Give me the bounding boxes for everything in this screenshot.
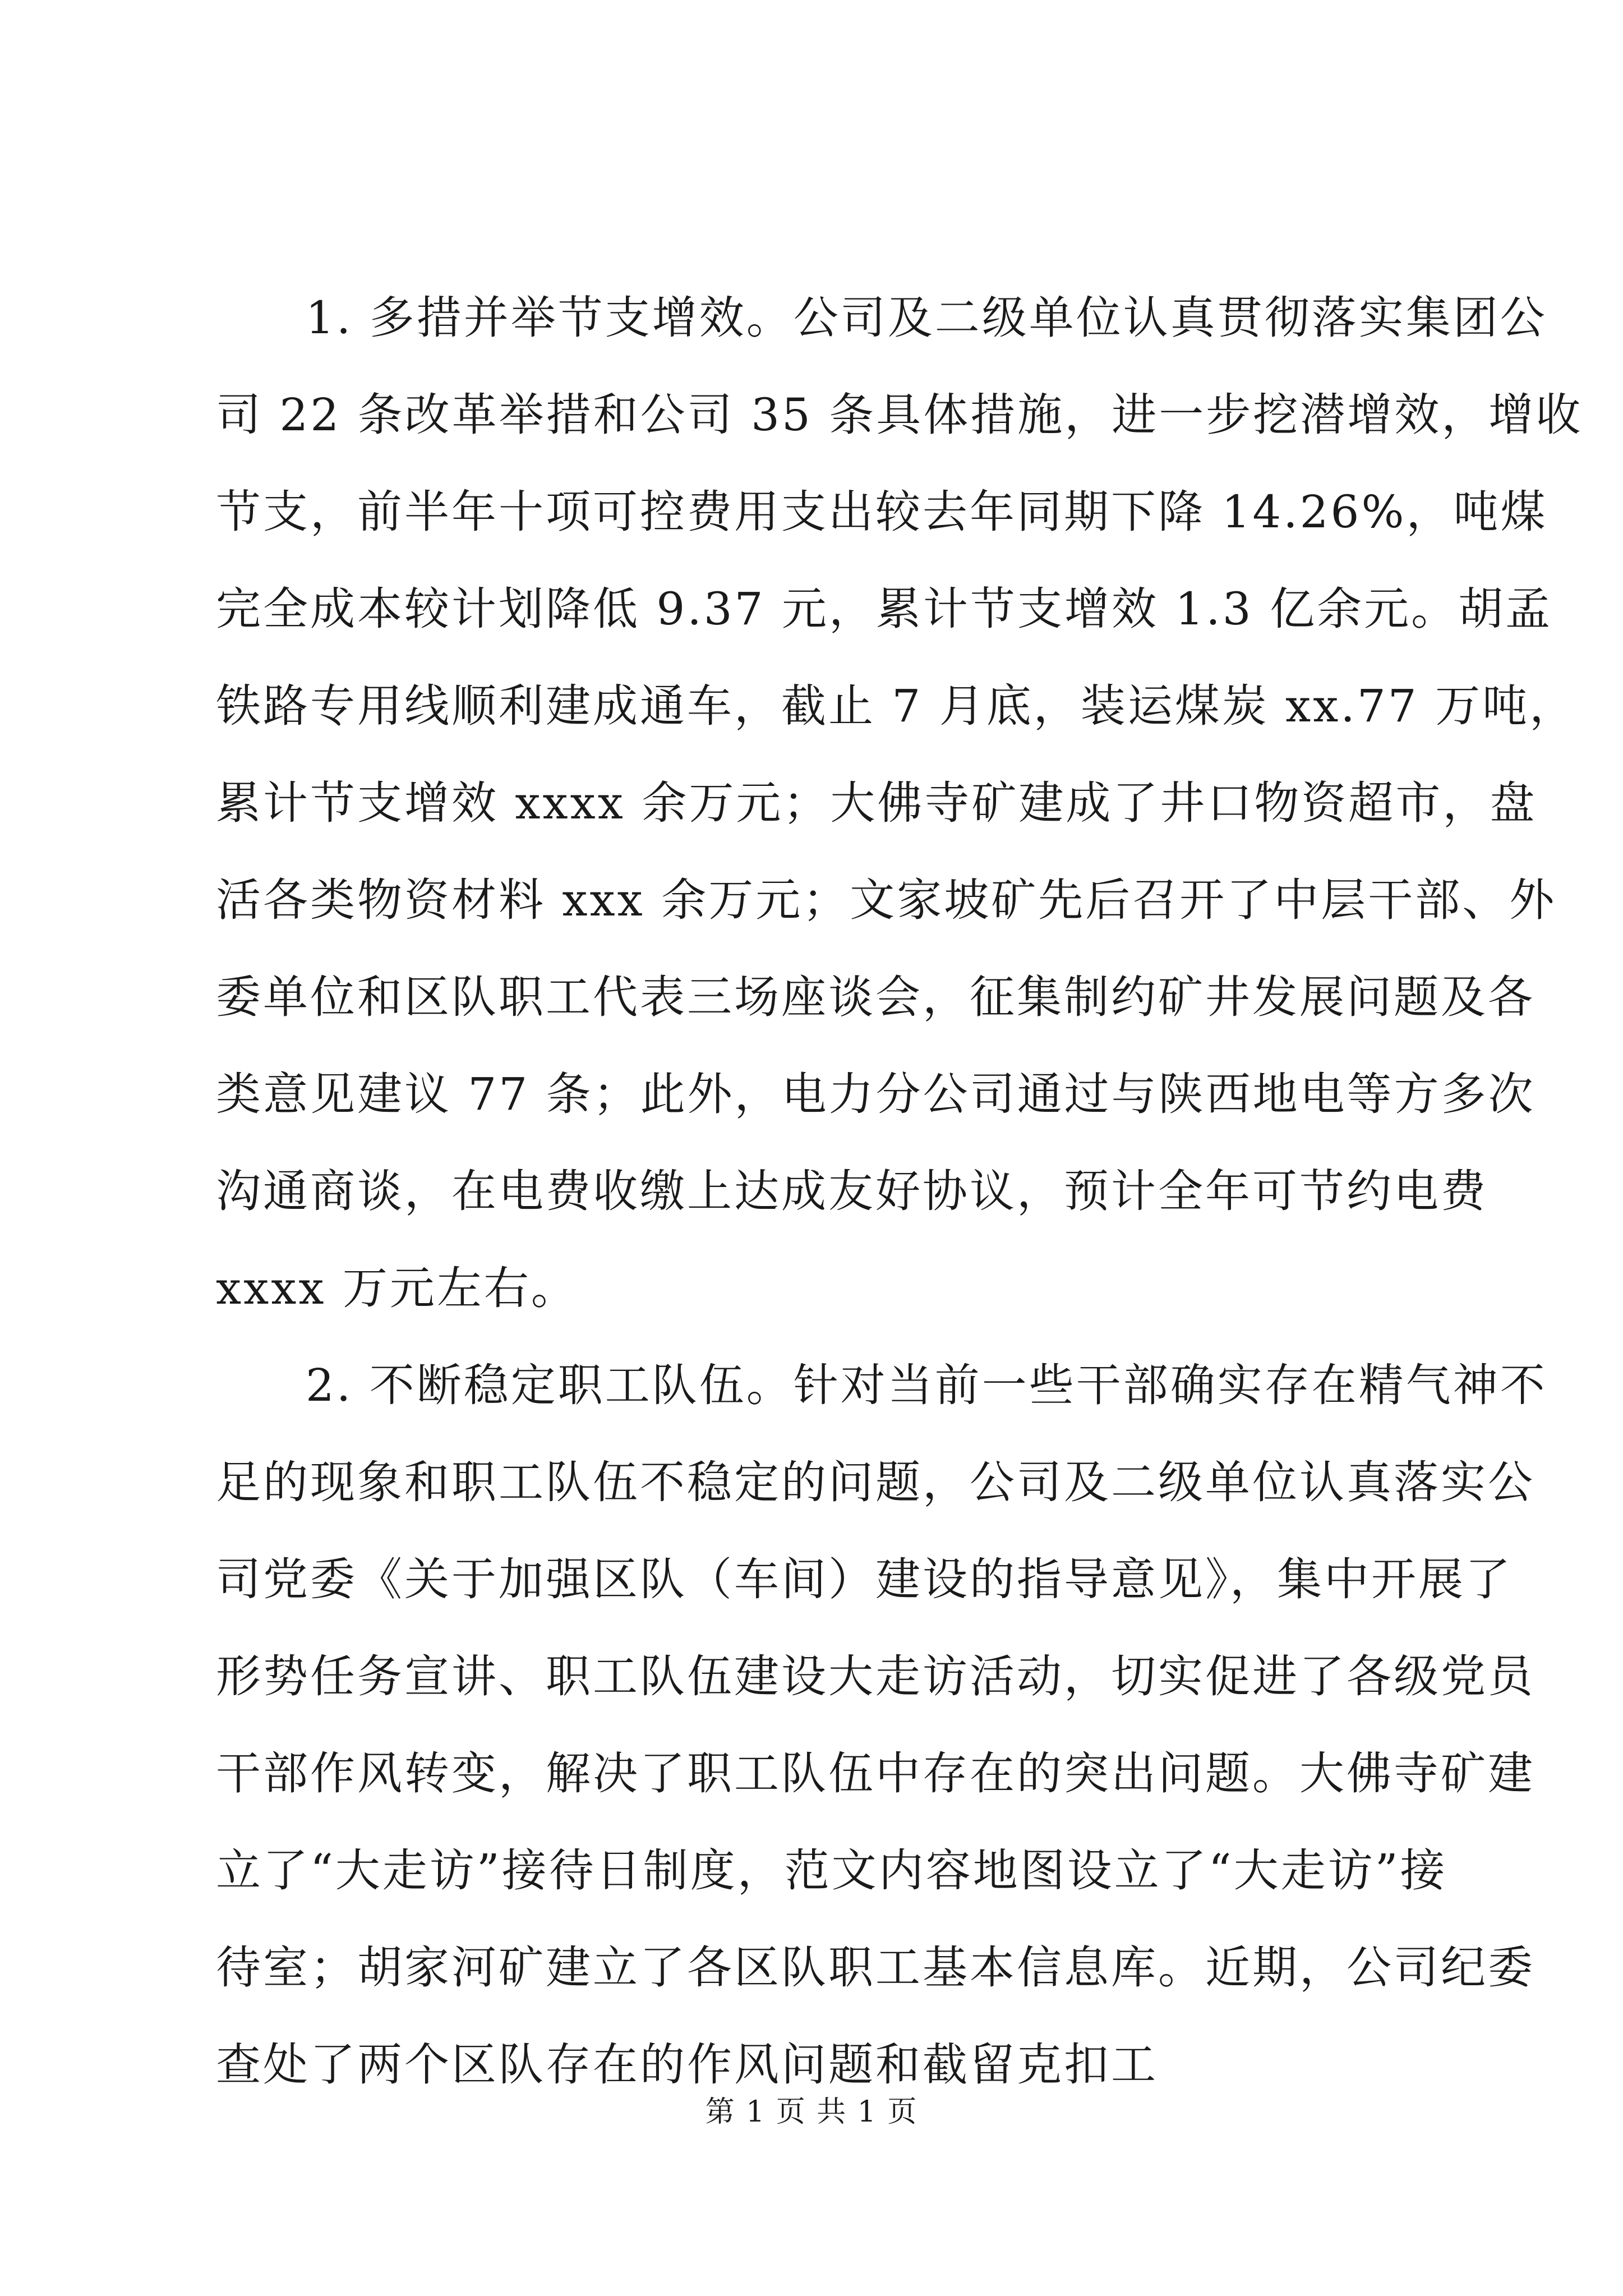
text-line: 查处了两个区队存在的作风问题和截留克扣工 [216, 2039, 1158, 2091]
text-line: xxxx 万元左右。 [216, 1262, 578, 1314]
text-line: 干部作风转变，解决了职工队伍中存在的突出问题。大佛寺矿建 [216, 1747, 1535, 1800]
paragraph-cost-saving [216, 269, 1583, 1337]
text-line: 1. 多措并举节支增效。公司及二级单位认真贯彻落实集团公 [306, 292, 1547, 344]
text-line: 2. 不断稳定职工队伍。针对当前一些干部确实存在精气神不 [306, 1359, 1547, 1411]
paragraph-workforce [216, 1337, 1547, 2113]
text-line: 待室；胡家河矿建立了各区队职工基本信息库。近期，公司纪委 [216, 1941, 1535, 1994]
text-line: 铁路专用线顺利建成通车，截止 7 月底，装运煤炭 xx.77 万吨， [216, 680, 1577, 732]
text-line: 足的现象和职工队伍不稳定的问题，公司及二级单位认真落实公 [216, 1456, 1535, 1508]
text-line: 形势任务宣讲、职工队伍建设大走访活动，切实促进了各级党员 [216, 1650, 1535, 1703]
document-body [216, 269, 1583, 2113]
text-line: 立了“大走访”接待日制度，范文内容地图设立了“大走访”接 [216, 1844, 1447, 1897]
text-line: 沟通商谈，在电费收缴上达成友好协议，预计全年可节约电费 [216, 1165, 1488, 1217]
page-footer [0, 2092, 1623, 2132]
text-line: 累计节支增效 xxxx 余万元；大佛寺矿建成了井口物资超市，盘 [216, 777, 1537, 829]
text-line: 完全成本较计划降低 9.37 元，累计节支增效 1.3 亿余元。胡孟 [216, 583, 1553, 635]
text-line: 委单位和区队职工代表三场座谈会，征集制约矿井发展问题及各 [216, 971, 1535, 1023]
page-number-label: 第 1 页 共 1 页 [705, 2095, 918, 2129]
text-line: 节支，前半年十项可控费用支出较去年同期下降 14.26%，吨煤 [216, 486, 1548, 538]
text-line: 类意见建议 77 条；此外，电力分公司通过与陕西地电等方多次 [216, 1068, 1536, 1120]
text-line: 司 22 条改革举措和公司 35 条具体措施，进一步挖潜增效，增收 [216, 389, 1583, 441]
text-line: 活各类物资材料 xxx 余万元；文家坡矿先后召开了中层干部、外 [216, 874, 1557, 926]
text-line: 司党委《关于加强区队（车间）建设的指导意见》，集中开展了 [216, 1553, 1513, 1605]
